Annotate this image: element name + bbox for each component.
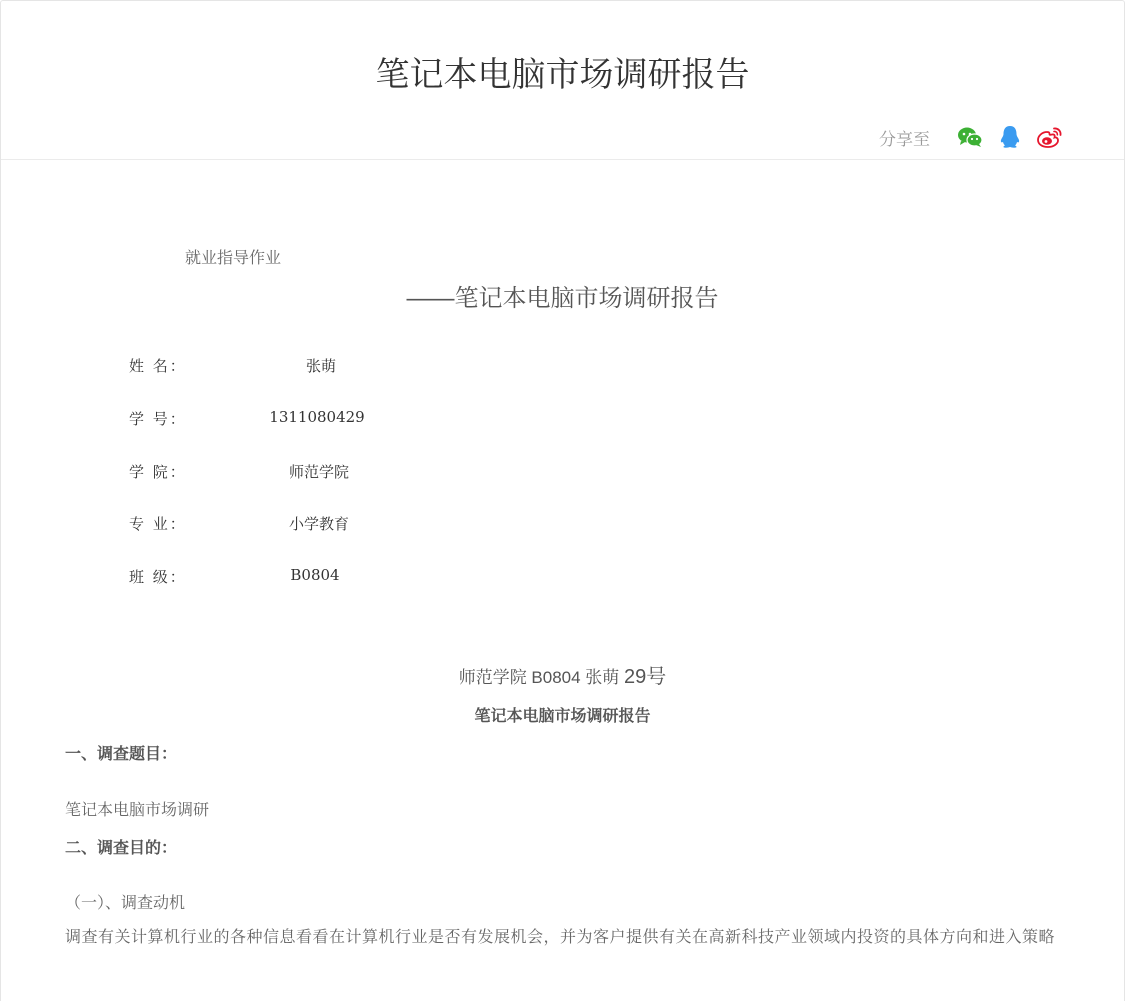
qq-icon[interactable]: [996, 123, 1024, 151]
field-label-college: 学 院：: [129, 463, 187, 481]
page-title: 笔记本电脑市场调研报告: [375, 56, 750, 94]
article-body: [1, 160, 1124, 1001]
report-title: 笔记本电脑市场调研报告: [474, 708, 651, 725]
subsection-heading-1: （一）、调查动机: [65, 895, 186, 912]
subsection-text-1: 调查有关计算机行业的各种信息看看在计算机行业是否有发展机会，并为客户提供有关在高新科技产业领域内投资的具体方向和进入策略: [65, 929, 1056, 946]
field-value-student-id: 1311080429: [269, 408, 365, 426]
author-meta-number: 29号: [624, 666, 667, 688]
field-label-student-id: 学 号：: [129, 410, 187, 428]
field-label-major: 专 业：: [129, 515, 187, 533]
section-heading-2: 二、调查目的：: [65, 840, 178, 857]
section-heading-1: 一、调查题目：: [65, 746, 178, 763]
field-label-class: 班 级：: [129, 568, 187, 586]
cover-subtitle: ——笔记本电脑市场调研报告: [406, 285, 719, 312]
section-text-1: 笔记本电脑市场调研: [65, 802, 210, 819]
field-value-college: 师范学院: [288, 463, 349, 481]
wechat-icon[interactable]: [956, 123, 984, 151]
weibo-icon[interactable]: [1036, 123, 1064, 151]
share-bar: [879, 121, 1064, 153]
author-meta: [1, 660, 1124, 689]
share-label: 分享至: [879, 129, 930, 149]
field-value-name: 张萌: [305, 357, 336, 375]
article-header: [1, 1, 1124, 160]
author-meta-text: 师范学院 B0804 张萌: [458, 668, 625, 687]
field-value-major: 小学教育: [288, 515, 349, 533]
course-name: 就业指导作业: [185, 250, 282, 267]
field-value-class: B0804: [290, 566, 340, 584]
field-label-name: 姓 名：: [129, 357, 187, 375]
